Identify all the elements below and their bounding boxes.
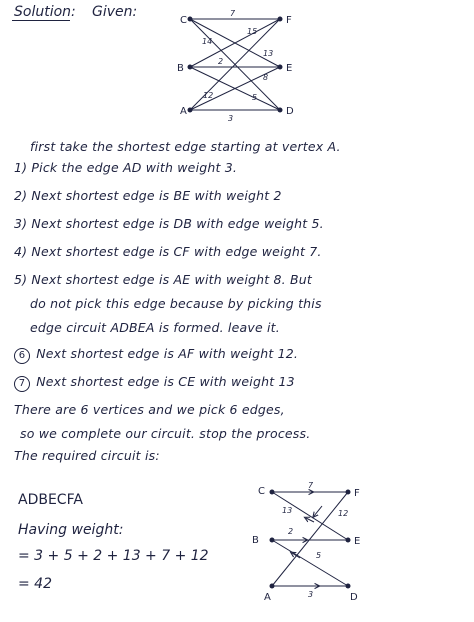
- circuit-label-ad: 3: [308, 590, 314, 599]
- label-ce: 14: [202, 37, 213, 46]
- vertex-a-dot: [188, 108, 193, 113]
- circuit-edge-ce: [272, 492, 348, 540]
- label-ad: 3: [228, 114, 234, 123]
- step-6: Next shortest edge is AF with weight 12.: [36, 346, 299, 361]
- vertex-d-dot: [278, 108, 283, 113]
- label-cf: 7: [230, 9, 236, 18]
- given-graph: [160, 8, 310, 123]
- given-label: Given:: [92, 4, 138, 20]
- vertex-a: A: [180, 106, 187, 117]
- solution-heading: Solution:: [14, 4, 76, 20]
- step-6-number: 6: [14, 348, 30, 364]
- arrow-db: [292, 553, 300, 558]
- label-af: 12: [203, 91, 214, 100]
- label-bf: 13: [263, 49, 274, 58]
- vertex-f-dot: [278, 17, 283, 22]
- note-line-1: There are 6 vertices and we pick 6 edges,: [14, 402, 285, 417]
- circuit-vertex-c: C: [258, 486, 265, 497]
- step-4: 4) Next shortest edge is CF with edge weight 7.: [14, 244, 322, 259]
- arrow-af: [314, 506, 322, 516]
- step-intro: first take the shortest edge starting at vertex A.: [30, 139, 341, 154]
- vertex-b-dot: [188, 65, 193, 70]
- vertex-f: F: [286, 15, 292, 26]
- vertex-c: C: [180, 15, 187, 26]
- circuit-vertex-a: A: [264, 592, 271, 603]
- circuit-vertex-b: B: [252, 535, 259, 546]
- note-line-3: The required circuit is:: [14, 448, 160, 463]
- vertex-d: D: [286, 106, 294, 117]
- step-7-number: 7: [14, 376, 30, 392]
- vertex-c-dot: [188, 17, 193, 22]
- label-bd: 5: [252, 93, 258, 102]
- step-2: 2) Next shortest edge is BE with weight 2: [14, 188, 282, 203]
- step-5c: edge circuit ADBEA is formed. leave it.: [30, 320, 280, 335]
- weight-label: Having weight:: [18, 522, 124, 538]
- weight-total: = 42: [18, 576, 52, 592]
- arrow-ec: [306, 518, 314, 522]
- step-6-row: [14, 346, 298, 364]
- vertex-e-dot: [278, 65, 283, 70]
- circuit-label-cf: 7: [308, 481, 314, 490]
- label-cd: 15: [247, 27, 258, 36]
- vertex-e: E: [286, 63, 293, 74]
- circuit-label-db: 5: [316, 551, 322, 560]
- step-1: 1) Pick the edge AD with weight 3.: [14, 160, 238, 175]
- circuit-label-af: 12: [338, 509, 349, 518]
- note-line-2: so we complete our circuit. stop the process.: [20, 426, 311, 441]
- weight-sum: = 3 + 5 + 2 + 13 + 7 + 12: [18, 548, 209, 564]
- step-5b: do not pick this edge because by picking this: [30, 296, 322, 311]
- circuit-graph: [248, 478, 374, 604]
- step-3: 3) Next shortest edge is DB with edge weight 5.: [14, 216, 324, 231]
- circuit-answer: ADBECFA: [18, 492, 83, 508]
- circuit-vertex-f: F: [354, 488, 360, 499]
- circuit-vertex-e: E: [354, 536, 361, 547]
- vertex-b: B: [177, 63, 184, 74]
- step-7-row: [14, 374, 295, 392]
- label-be: 2: [218, 57, 224, 66]
- circuit-vertex-d: D: [350, 592, 358, 603]
- heading-underline: [12, 20, 70, 21]
- circuit-label-ce: 13: [282, 506, 293, 515]
- circuit-edge-db: [272, 540, 348, 586]
- circuit-label-be: 2: [288, 527, 294, 536]
- step-7: Next shortest edge is CE with weight 13: [36, 374, 295, 389]
- label-ae: 8: [263, 73, 269, 82]
- step-5a: 5) Next shortest edge is AE with weight 8. But: [14, 272, 313, 287]
